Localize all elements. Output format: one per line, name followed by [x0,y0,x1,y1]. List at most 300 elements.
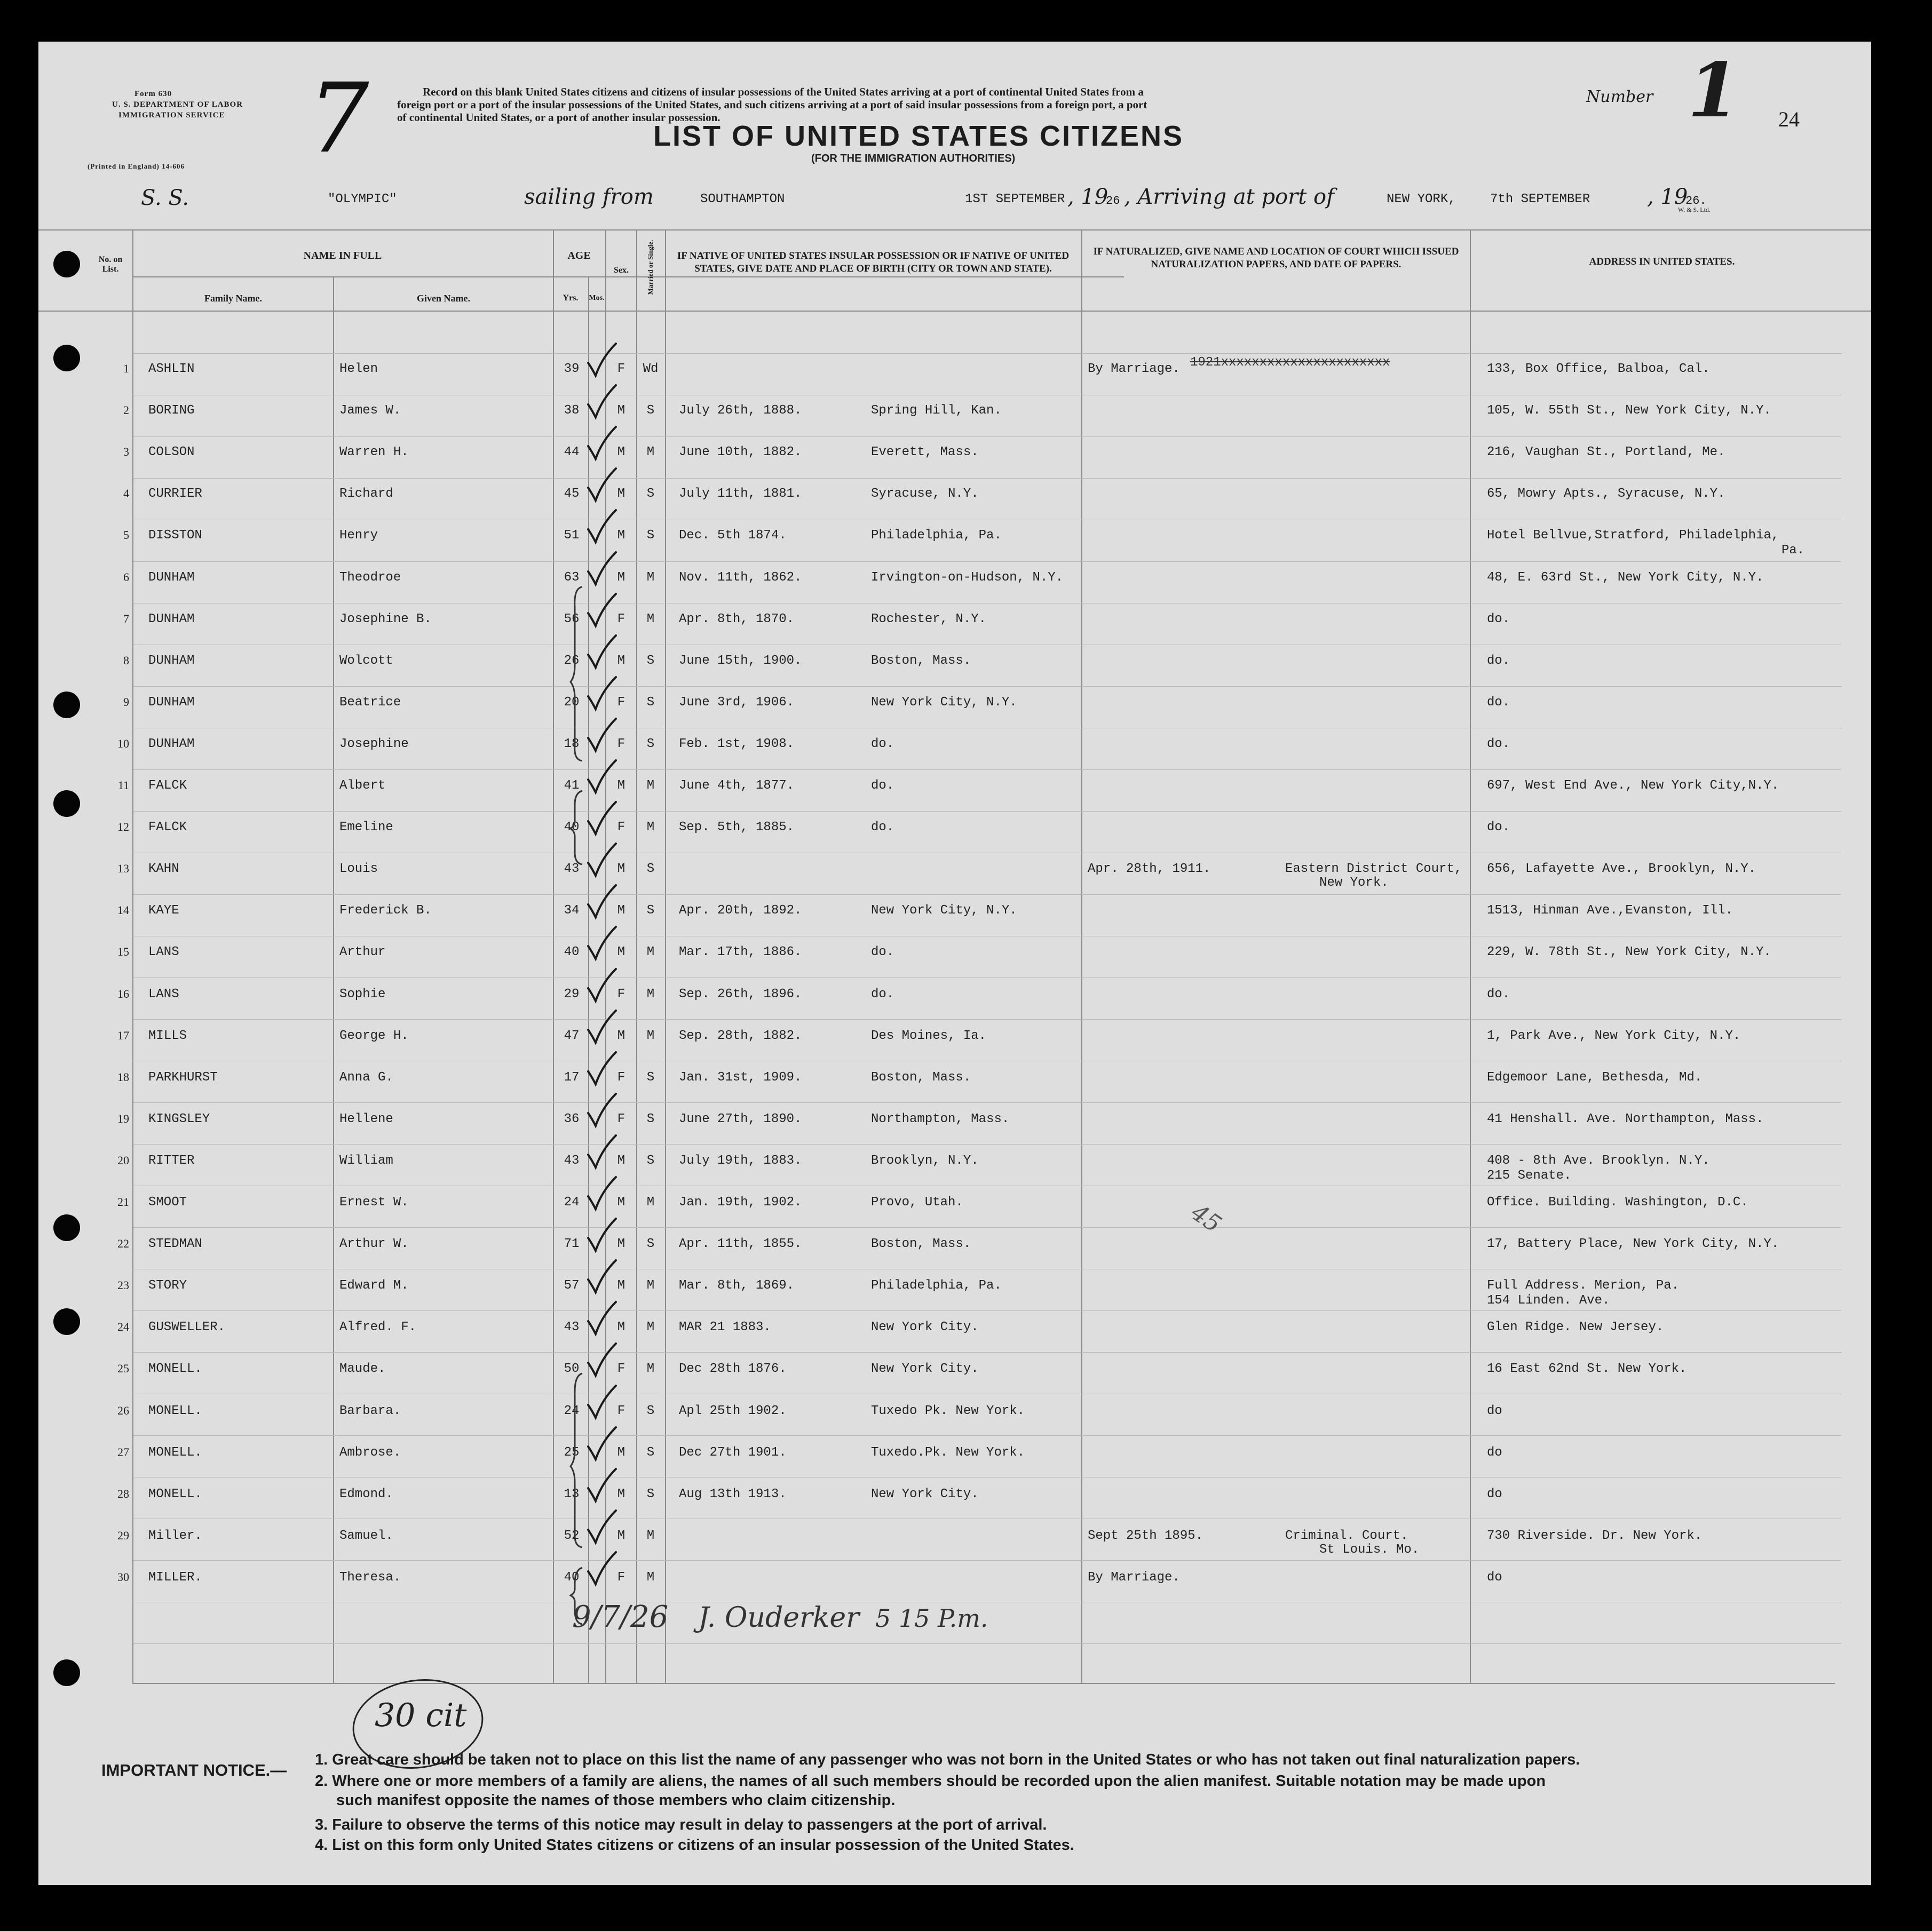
address: do. [1487,611,1510,626]
family-bracket [571,1373,582,1547]
header-given-name: Given Name. [417,293,470,304]
birth-place: Rochester, N.Y. [871,611,987,626]
notice-item-2: 2. Where one or more members of a family are aliens, the names of all such members should be recorded upon the alien manifest. Suitable notation may be made upon [315,1773,1546,1790]
age-years: 29 [564,987,580,1002]
birth-place: Syracuse, N.Y. [871,487,979,502]
printed-note: (Printed in England) 14-606 [88,162,185,170]
sex: M [617,1153,625,1168]
circled-note: 30 cit [375,1697,467,1734]
sex: M [617,1445,625,1460]
family-name: DUNHAM [148,653,195,668]
row-rule [133,811,1841,812]
birth-place: New York City, N.Y. [871,695,1017,710]
address: 697, West End Ave., New York City,N.Y. [1487,778,1779,793]
check-mark-icon [586,800,618,837]
sailing-label: sailing from [524,185,654,209]
birth-date: Nov. 11th, 1862. [679,570,802,585]
given-name: Richard [339,487,393,502]
birth-date: Sep. 28th, 1882. [679,1028,802,1043]
marital-status: S [646,695,655,710]
address: 48, E. 63rd St., New York City, N.Y. [1487,570,1764,585]
birth-date: Sep. 26th, 1896. [679,987,802,1002]
given-name: Albert [339,778,386,793]
sex: F [617,1111,625,1126]
family-bracket [571,587,582,761]
arriving-label: , Arriving at port of [1124,185,1334,209]
check-mark-icon [586,1508,618,1546]
birth-place: Tuxedo.Pk. New York. [871,1445,1025,1460]
birth-place: Tuxedo Pk. New York. [871,1403,1025,1418]
age-years: 24 [564,1195,580,1210]
family-name: MONELL. [148,1445,202,1460]
row-rule [133,1435,1841,1436]
punch-hole [53,1214,80,1241]
birth-place: Everett, Mass. [871,445,979,460]
age-years: 43 [564,1320,580,1335]
header-family-name: Family Name. [204,293,262,304]
birth-date: June 4th, 1877. [679,778,795,793]
family-name: MONELL. [148,1362,202,1377]
notice-item-4: 4. List on this form only United States citizens or citizens of an insular possession of the United States. [315,1837,1074,1854]
check-mark-icon [586,550,618,587]
address: do. [1487,820,1510,835]
age-years: 71 [564,1237,580,1252]
address: do [1487,1487,1502,1501]
given-name: Arthur [339,945,386,960]
naturalization-court-location: St Louis. Mo. [1319,1542,1420,1557]
naturalization-date: Sept 25th 1895. [1088,1528,1203,1543]
family-name: BORING [148,403,195,418]
birth-date: July 19th, 1883. [679,1153,802,1168]
check-mark-icon [586,592,618,629]
check-mark-icon [586,633,618,671]
birth-date: Jan. 31st, 1909. [679,1070,802,1085]
given-name: Beatrice [339,695,401,710]
check-mark-icon [586,1467,618,1504]
marital-status: S [646,1153,655,1168]
department: U. S. DEPARTMENT OF LABOR [112,100,243,109]
check-mark-icon [586,1425,618,1463]
given-name: Emeline [339,820,393,835]
sex: F [617,987,625,1002]
birth-place: do. [871,987,894,1002]
given-name: Josephine B. [339,611,432,626]
row-rule [133,1144,1841,1145]
marital-status: M [646,1028,655,1043]
check-mark-icon [586,967,618,1004]
address: do [1487,1570,1502,1585]
given-name: Theodroe [339,570,401,585]
birth-date: Dec 28th 1876. [679,1362,787,1377]
family-name: MILLS [148,1028,187,1043]
address-continued: 215 Senate. [1487,1168,1572,1183]
sex: M [617,1487,625,1501]
birth-date: Sep. 5th, 1885. [679,820,795,835]
sex: M [617,445,625,460]
given-name: Edward M. [339,1278,409,1293]
row-number: 26 [117,1403,129,1417]
address: 17, Battery Place, New York City, N.Y. [1487,1237,1779,1252]
col-rule [333,276,334,1683]
given-name: Sophie [339,987,386,1002]
birth-date: Apr. 8th, 1870. [679,611,795,626]
marital-status: S [646,487,655,502]
family-name: SMOOT [148,1195,187,1210]
punch-hole [53,692,80,718]
age-years: 63 [564,570,580,585]
row-rule [133,1643,1841,1644]
age-years: 24 [564,1403,580,1418]
family-name: DUNHAM [148,570,195,585]
birth-date: July 11th, 1881. [679,487,802,502]
birth-date: July 26th, 1888. [679,403,802,418]
page-number: 24 [1778,107,1800,131]
address: 105, W. 55th St., New York City, N.Y. [1487,403,1771,418]
given-name: Anna G. [339,1070,393,1085]
birth-date: Apr. 20th, 1892. [679,903,802,918]
birth-date: June 3rd, 1906. [679,695,795,710]
given-name: Josephine [339,736,409,751]
struck-text: 1921xxxxxxxxxxxxxxxxxxxxxx [1190,355,1390,370]
family-name: KAHN [148,862,179,877]
family-name: RITTER [148,1153,195,1168]
sex: M [617,1320,625,1335]
marital-status: S [646,1403,655,1418]
number-value: 1 [1688,47,1740,134]
marital-status: M [646,1528,655,1543]
page-title: LIST OF UNITED STATES CITIZENS [653,120,1184,152]
printer-mark: W. & S. Ltd. [1678,206,1711,213]
address: Hotel Bellvue,Stratford, Philadelphia, [1487,528,1779,543]
given-name: Wolcott [339,653,393,668]
marital-status: M [646,1320,655,1335]
marital-status: M [646,1570,655,1585]
stamp-date: 9/7/26 [572,1600,669,1634]
birth-place: New York City, N.Y. [871,903,1017,918]
birth-date: June 15th, 1900. [679,653,802,668]
birth-place: Boston, Mass. [871,653,971,668]
sex: M [617,778,625,793]
birth-place: do. [871,736,894,751]
row-number: 27 [117,1445,129,1459]
check-mark-icon [586,1550,618,1587]
row-number: 29 [117,1528,129,1542]
header-yrs: Yrs. [563,293,579,303]
row-rule [133,1102,1841,1103]
given-name: Edmond. [339,1487,393,1501]
sex: F [617,362,625,376]
age-years: 50 [564,1362,580,1377]
marital-status: M [646,987,655,1002]
birth-date: June 27th, 1890. [679,1111,802,1126]
birth-place: Des Moines, Ia. [871,1028,987,1043]
header-bottom-rule [38,311,1871,312]
birth-place: Spring Hill, Kan. [871,403,1002,418]
given-name: Theresa. [339,1570,401,1585]
sex: M [617,1528,625,1543]
row-rule [133,478,1841,479]
age-years: 34 [564,903,580,918]
row-number: 4 [123,487,129,500]
header-address: ADDRESS IN UNITED STATES. [1589,256,1735,267]
marital-status: M [646,820,655,835]
table-bottom-rule [132,1683,1835,1684]
given-name: Maude. [339,1362,386,1377]
col-rule [1470,229,1471,1683]
row-rule [133,561,1841,562]
instruction-line: Record on this blank United States citizens and citizens of insular possessions of the United States arriving at a port of continental United States from a [423,85,1144,98]
notice-item-1: 1. Great care should be taken not to place on this list the name of any passenger who was not born in the United States or who has not taken out final naturalization papers. [315,1751,1580,1768]
check-mark-icon [586,925,618,962]
check-mark-icon [586,1050,618,1087]
date-to: 7th SEPTEMBER [1490,192,1590,206]
notice-item-2b: such manifest opposite the names of those members who claim citizenship. [336,1792,896,1809]
check-mark-icon [586,1092,618,1129]
family-name: DUNHAM [148,611,195,626]
sex: M [617,403,625,418]
birth-place: do. [871,820,894,835]
marital-status: S [646,903,655,918]
birth-place: Northampton, Mass. [871,1111,1010,1126]
port-to: NEW YORK, [1387,192,1456,206]
family-name: CURRIER [148,487,202,502]
naturalization-court: Eastern District Court, [1285,862,1462,877]
birth-date: Apl 25th 1902. [679,1403,787,1418]
birth-date: Aug 13th 1913. [679,1487,787,1501]
header-sex: Sex. [614,266,629,275]
check-mark-icon [586,1133,618,1171]
check-mark-icon [586,1008,618,1046]
given-name: Barbara. [339,1403,401,1418]
marital-status: S [646,736,655,751]
given-name: Alfred. F. [339,1320,417,1335]
family-name: ASHLIN [148,362,195,376]
address: 41 Henshall. Ave. Northampton, Mass. [1487,1111,1764,1126]
row-number: 14 [117,903,129,917]
row-rule [133,894,1841,895]
birth-date: Feb. 1st, 1908. [679,736,795,751]
sex: M [617,487,625,502]
given-name: Frederick B. [339,903,432,918]
address: do. [1487,736,1510,751]
port-from: SOUTHAMPTON [700,192,785,206]
family-name: STORY [148,1278,187,1293]
col-rule [636,229,637,1683]
sex: F [617,611,625,626]
row-rule [133,769,1841,770]
given-name: William [339,1153,393,1168]
birth-place: Philadelphia, Pa. [871,528,1002,543]
given-name: Arthur W. [339,1237,409,1252]
punch-hole [53,345,80,371]
age-years: 40 [564,1570,580,1585]
header-no-on-list: No. on List. [98,255,123,274]
marital-status: M [646,1278,655,1293]
check-mark-icon [586,1217,618,1254]
row-rule [133,1352,1841,1353]
naturalization-court-location: New York. [1319,876,1389,891]
row-number: 10 [117,736,129,750]
naturalization-date: Apr. 28th, 1911. [1088,862,1211,877]
service: IMMIGRATION SERVICE [118,111,225,120]
family-name: PARKHURST [148,1070,218,1085]
row-number: 9 [123,695,129,709]
marital-status: M [646,945,655,960]
row-rule [133,686,1841,687]
address: 656, Lafayette Ave., Brooklyn, N.Y. [1487,862,1756,877]
birth-place: Irvington-on-Hudson, N.Y. [871,570,1064,585]
row-rule [133,1019,1841,1020]
check-mark-icon [586,466,618,504]
age-years: 36 [564,1111,580,1126]
check-mark-icon [586,758,618,796]
marital-status: M [646,445,655,460]
age-years: 40 [564,945,580,960]
marital-status: S [646,528,655,543]
header-naturalized: IF NATURALIZED, GIVE NAME AND LOCATION OF COURT WHICH ISSUED NATURALIZATION PAPERS, AND DATE OF PAPERS. [1093,246,1459,270]
check-mark-icon [586,1175,618,1212]
given-name: Ambrose. [339,1445,401,1460]
header-mos: Mos. [589,294,605,302]
marital-status: S [646,1111,655,1126]
year-from: 26 [1106,194,1120,208]
birth-place: Boston, Mass. [871,1237,971,1252]
check-mark-icon [586,883,618,920]
family-name: GUSWELLER. [148,1320,226,1335]
row-rule [133,1310,1841,1311]
check-mark-icon [586,383,618,420]
header-birth: IF NATIVE OF UNITED STATES INSULAR POSSESSION OR IF NATIVE OF UNITED STATES, GIVE DATE AND PLACE OF BIRTH (CITY OR TOWN AND STATE). [677,250,1070,274]
row-number: 2 [123,403,129,417]
marital-status: S [646,1445,655,1460]
sex: F [617,736,625,751]
notice-label: IMPORTANT NOTICE.— [101,1761,287,1779]
row-number: 12 [117,820,129,834]
form-number: Form 630 [134,90,172,98]
check-mark-icon [586,675,618,712]
age-years: 52 [564,1528,580,1543]
family-name: FALCK [148,820,187,835]
birth-date: Jan. 19th, 1902. [679,1195,802,1210]
age-years: 44 [564,445,580,460]
age-years: 40 [564,820,580,835]
row-number: 13 [117,862,129,876]
row-number: 5 [123,528,129,542]
address: 133, Box Office, Balboa, Cal. [1487,362,1710,376]
address: do. [1487,653,1510,668]
number-label: Number [1586,88,1653,106]
sex: M [617,1028,625,1043]
marital-status: M [646,778,655,793]
row-number: 6 [123,570,129,584]
age-years: 51 [564,528,580,543]
col-rule [1081,229,1082,1683]
year-prefix: , 19 [1647,185,1688,209]
address: do [1487,1403,1502,1418]
punch-hole [53,1659,80,1686]
mid-mark: 45 [1186,1198,1226,1238]
address: 216, Vaughan St., Portland, Me. [1487,445,1725,460]
header-age: AGE [567,250,591,261]
sex: M [617,1278,625,1293]
sex: M [617,862,625,877]
sex: M [617,945,625,960]
address: do. [1487,987,1510,1002]
col-rule [132,229,133,1683]
sex: M [617,528,625,543]
sex: F [617,1070,625,1085]
sex: M [617,903,625,918]
address-continued: Pa. [1781,543,1805,558]
birth-date: MAR 21 1883. [679,1320,771,1335]
birth-date: Apr. 11th, 1855. [679,1237,802,1252]
given-name: Samuel. [339,1528,393,1543]
check-mark-icon [586,717,618,754]
sex: F [617,1362,625,1377]
family-name: LANS [148,945,179,960]
marital-status: M [646,1195,655,1210]
age-years: 20 [564,695,580,710]
sex: F [617,695,625,710]
year-prefix: , 19 [1067,185,1108,209]
age-years: 39 [564,362,580,376]
birth-place: Provo, Utah. [871,1195,963,1210]
address-continued: 154 Linden. Ave. [1487,1293,1610,1308]
birth-place: Brooklyn, N.Y. [871,1153,979,1168]
birth-date: Dec 27th 1901. [679,1445,787,1460]
header-name-in-full: NAME IN FULL [303,250,382,261]
given-name: Louis [339,862,378,877]
corner-mark: 7 [308,63,369,174]
family-name: DUNHAM [148,736,195,751]
family-name: MONELL. [148,1487,202,1501]
check-mark-icon [586,508,618,545]
address: 16 East 62nd St. New York. [1487,1362,1687,1377]
birth-place: New York City. [871,1487,979,1501]
family-name: DUNHAM [148,695,195,710]
manifest-sheet [38,42,1871,1885]
family-name: FALCK [148,778,187,793]
row-number: 8 [123,653,129,667]
row-rule [133,353,1841,354]
punch-hole [53,1308,80,1335]
birth-place: do. [871,945,894,960]
age-years: 43 [564,862,580,877]
naturalization-court: Criminal. Court. [1285,1528,1408,1543]
address: Full Address. Merion, Pa. [1487,1278,1680,1293]
marital-status: S [646,403,655,418]
marital-status: S [646,862,655,877]
row-number: 22 [117,1237,129,1251]
date-from: 1ST SEPTEMBER [965,192,1065,206]
address: do. [1487,695,1510,710]
instruction-line: of continental United States, or a port of another insular possession. [397,111,720,124]
family-name: KINGSLEY [148,1111,210,1126]
sex: M [617,570,625,585]
age-years: 56 [564,611,580,626]
family-name: STEDMAN [148,1237,202,1252]
marital-status: S [646,653,655,668]
given-name: James W. [339,403,401,418]
row-number: 3 [123,445,129,459]
sex: F [617,1403,625,1418]
row-number: 18 [117,1070,129,1084]
address: 229, W. 78th St., New York City, N.Y. [1487,945,1771,960]
family-name: Miller. [148,1528,202,1543]
row-number: 28 [117,1487,129,1500]
address: Office. Building. Washington, D.C. [1487,1195,1748,1210]
family-name: MONELL. [148,1403,202,1418]
